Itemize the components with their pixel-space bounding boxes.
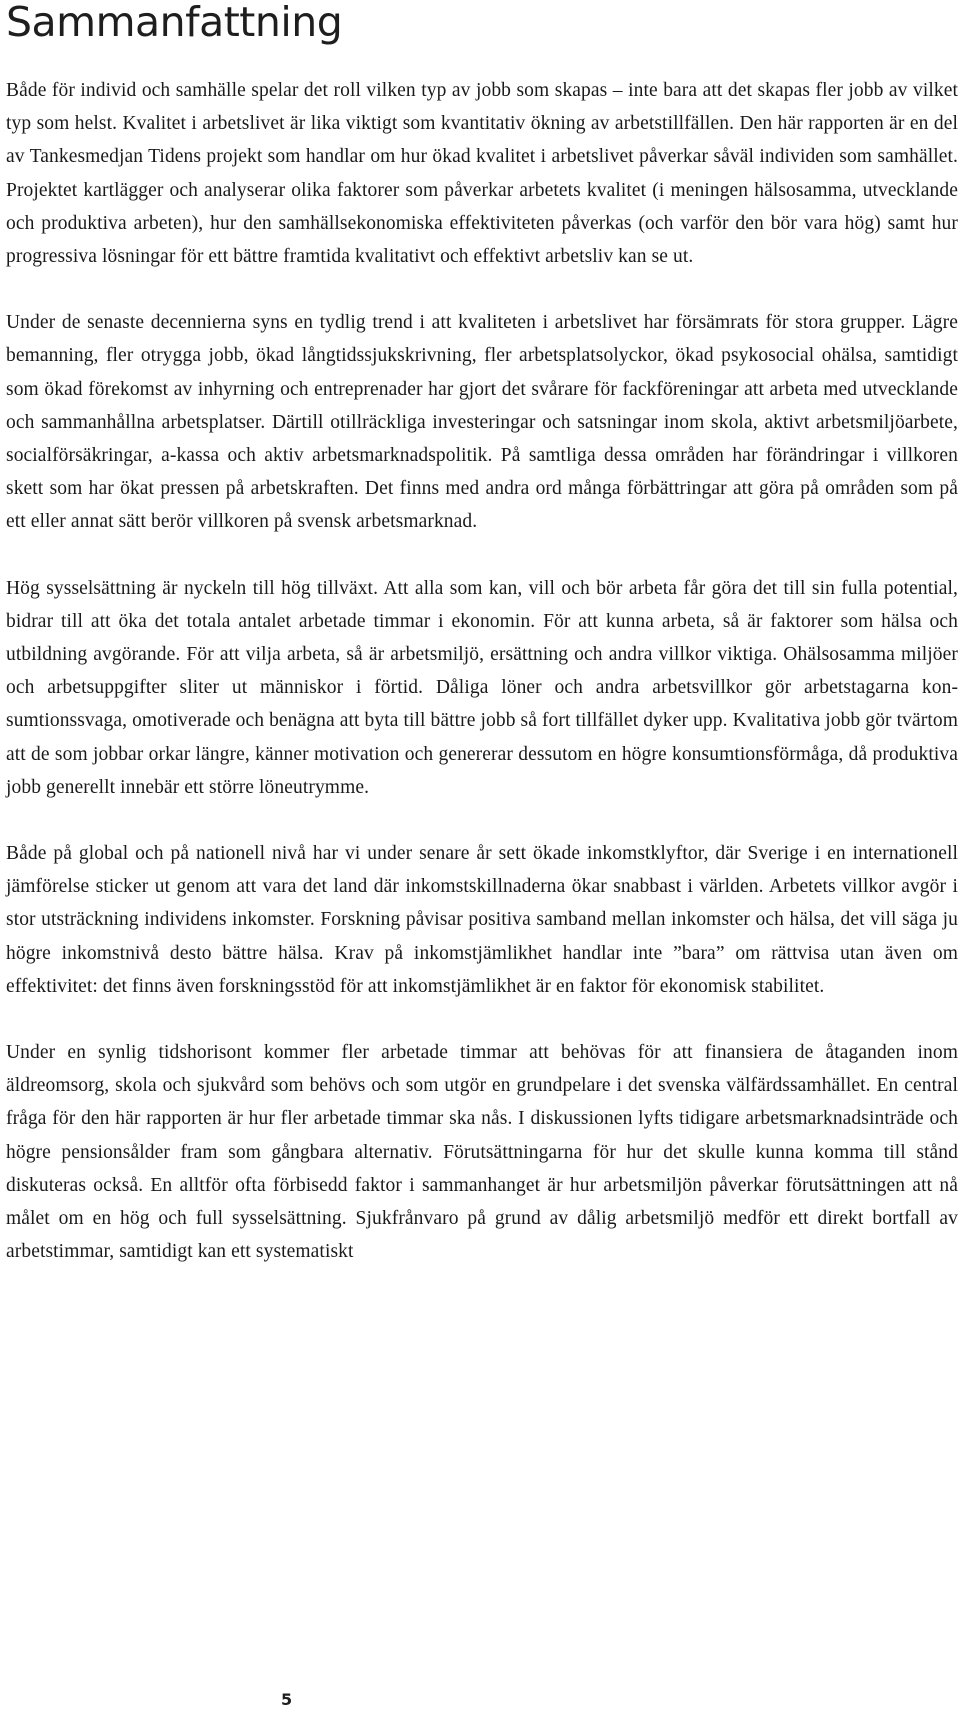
body-text [6,74,958,1302]
paragraph-1: Både för individ och samhälle spelar det roll vilken typ av jobb som skapas – inte bara att det skapas fler jobb av vilket typ som helst. Kvalitet i arbetslivet är lika viktigt som kvantitativ ökning av arbetstillfällen. Den här rapporten är en del av Tankesmedjan Tidens projekt som handlar om hur ökad kvalitet i arbetslivet påverkar såväl individen som samhället. Projektet kartlägger och analyserar olika faktorer som påverkar arbetets kvalitet (i meningen hälsosamma, utvecklande och produktiva arbeten), hur den samhällsekonomiska effektiviteten påverkas (och varför den bör vara hög) samt hur progressiva lösningar för ett bättre framtida kvalitativt och effektivt arbetsliv kan se ut. [6,80,958,268]
paragraph-3: Hög sysselsättning är nyckeln till hög tillväxt. Att alla som kan, vill och bör arbeta får göra det till sin fulla potential, bidrar till att öka det totala antalet arbetade timmar i ekonomin. För att kunna arbeta, så är faktorer som hälsa och utbildning avgörande. För att vilja arbeta, så är arbetsmiljö, ersättning och andra villkor viktiga. Ohälsosamma miljöer och arbetsuppgifter sliter ut människor i förtid. Dåliga löner och andra arbetsvillkor gör arbetstagarna konsumtionssvaga, omotiverade och benägna att byta till bättre jobb så fort tillfället dyker upp. Kvalitativa jobb gör tvärtom att de som jobbar orkar längre, känner motivation och genererar dessutom en högre konsumtionsförmåga, då produktiva jobb generellt innebär ett större löneutrymme. [6,577,958,798]
paragraph-4: Både på global och på nationell nivå har vi under senare år sett ökade inkomstklyftor, där Sverige i en internationell jämförelse sticker ut genom att vara det land där inkomstskillnaderna ökar snabbast i världen. Arbetets villkor avgör i stor utsträckning individens inkomster. Forskning påvisar positiva samband mellan inkomster och hälsa, det vill säga ju högre inkomstnivå desto bättre hälsa. Krav på inkomstjämlikhet handlar inte ”bara” om rättvisa utan även om effektivitet: det finns även forskningsstöd för att inkomstjämlikhet är en faktor för ekonomisk stabilitet. [6,843,958,997]
paragraph-2: Under de senaste decennierna syns en tydlig trend i att kvaliteten i arbetslivet har försämrats för stora grupper. Lägre bemanning, fler otrygga jobb, ökad långtidssjukskrivning, fler arbetsplatsolyckor, ökad psykosocial ohälsa, samtidigt som ökad förekomst av inhyrning och entreprenader har gjort det svårare för fackföreningar att arbeta med utvecklande och sammanhållna arbetsplatser. Därtill otillräckliga investeringar och satsningar inom skola, aktivt arbetsmiljöarbete, socialförsäkringar, a-kassa och aktiv arbetsmarknadspolitik. På samtliga dessa områden har förändringar i villkoren skett som har ökat pressen på arbetskraften. Det finns med andra ord många förbättringar att göra på områden som på ett eller annat sätt berör villkoren på svensk arbetsmarknad. [6,312,958,533]
page-title: Sammanfattning [6,0,343,46]
paragraph-5: Under en synlig tidshorisont kommer fler arbetade timmar att behövas för att finansiera de åtaganden inom äldreomsorg, skola och sjukvård som behövs och som utgör en grundpelare i det svenska välfärdssamhället. En central fråga för den här rapporten är hur fler arbetade timmar ska nås. I diskussionen lyfts tidigare arbetsmarknadsinträde och högre pensionsålder fram som gångbara alternativ. Förutsättningarna för hur det skulle kunna komma till stånd diskuteras också. En alltför ofta förbisedd faktor i sammanhanget är hur arbetsmiljön påverkar förutsättningen att nå målet om en hög och full sysselsättning. Sjukfrånvaro på grund av dålig arbetsmiljö medför ett direkt bortfall av arbetstimmar, samtidigt kan ett systematiskt [6,1042,958,1263]
page-number: 5 [281,1690,293,1709]
